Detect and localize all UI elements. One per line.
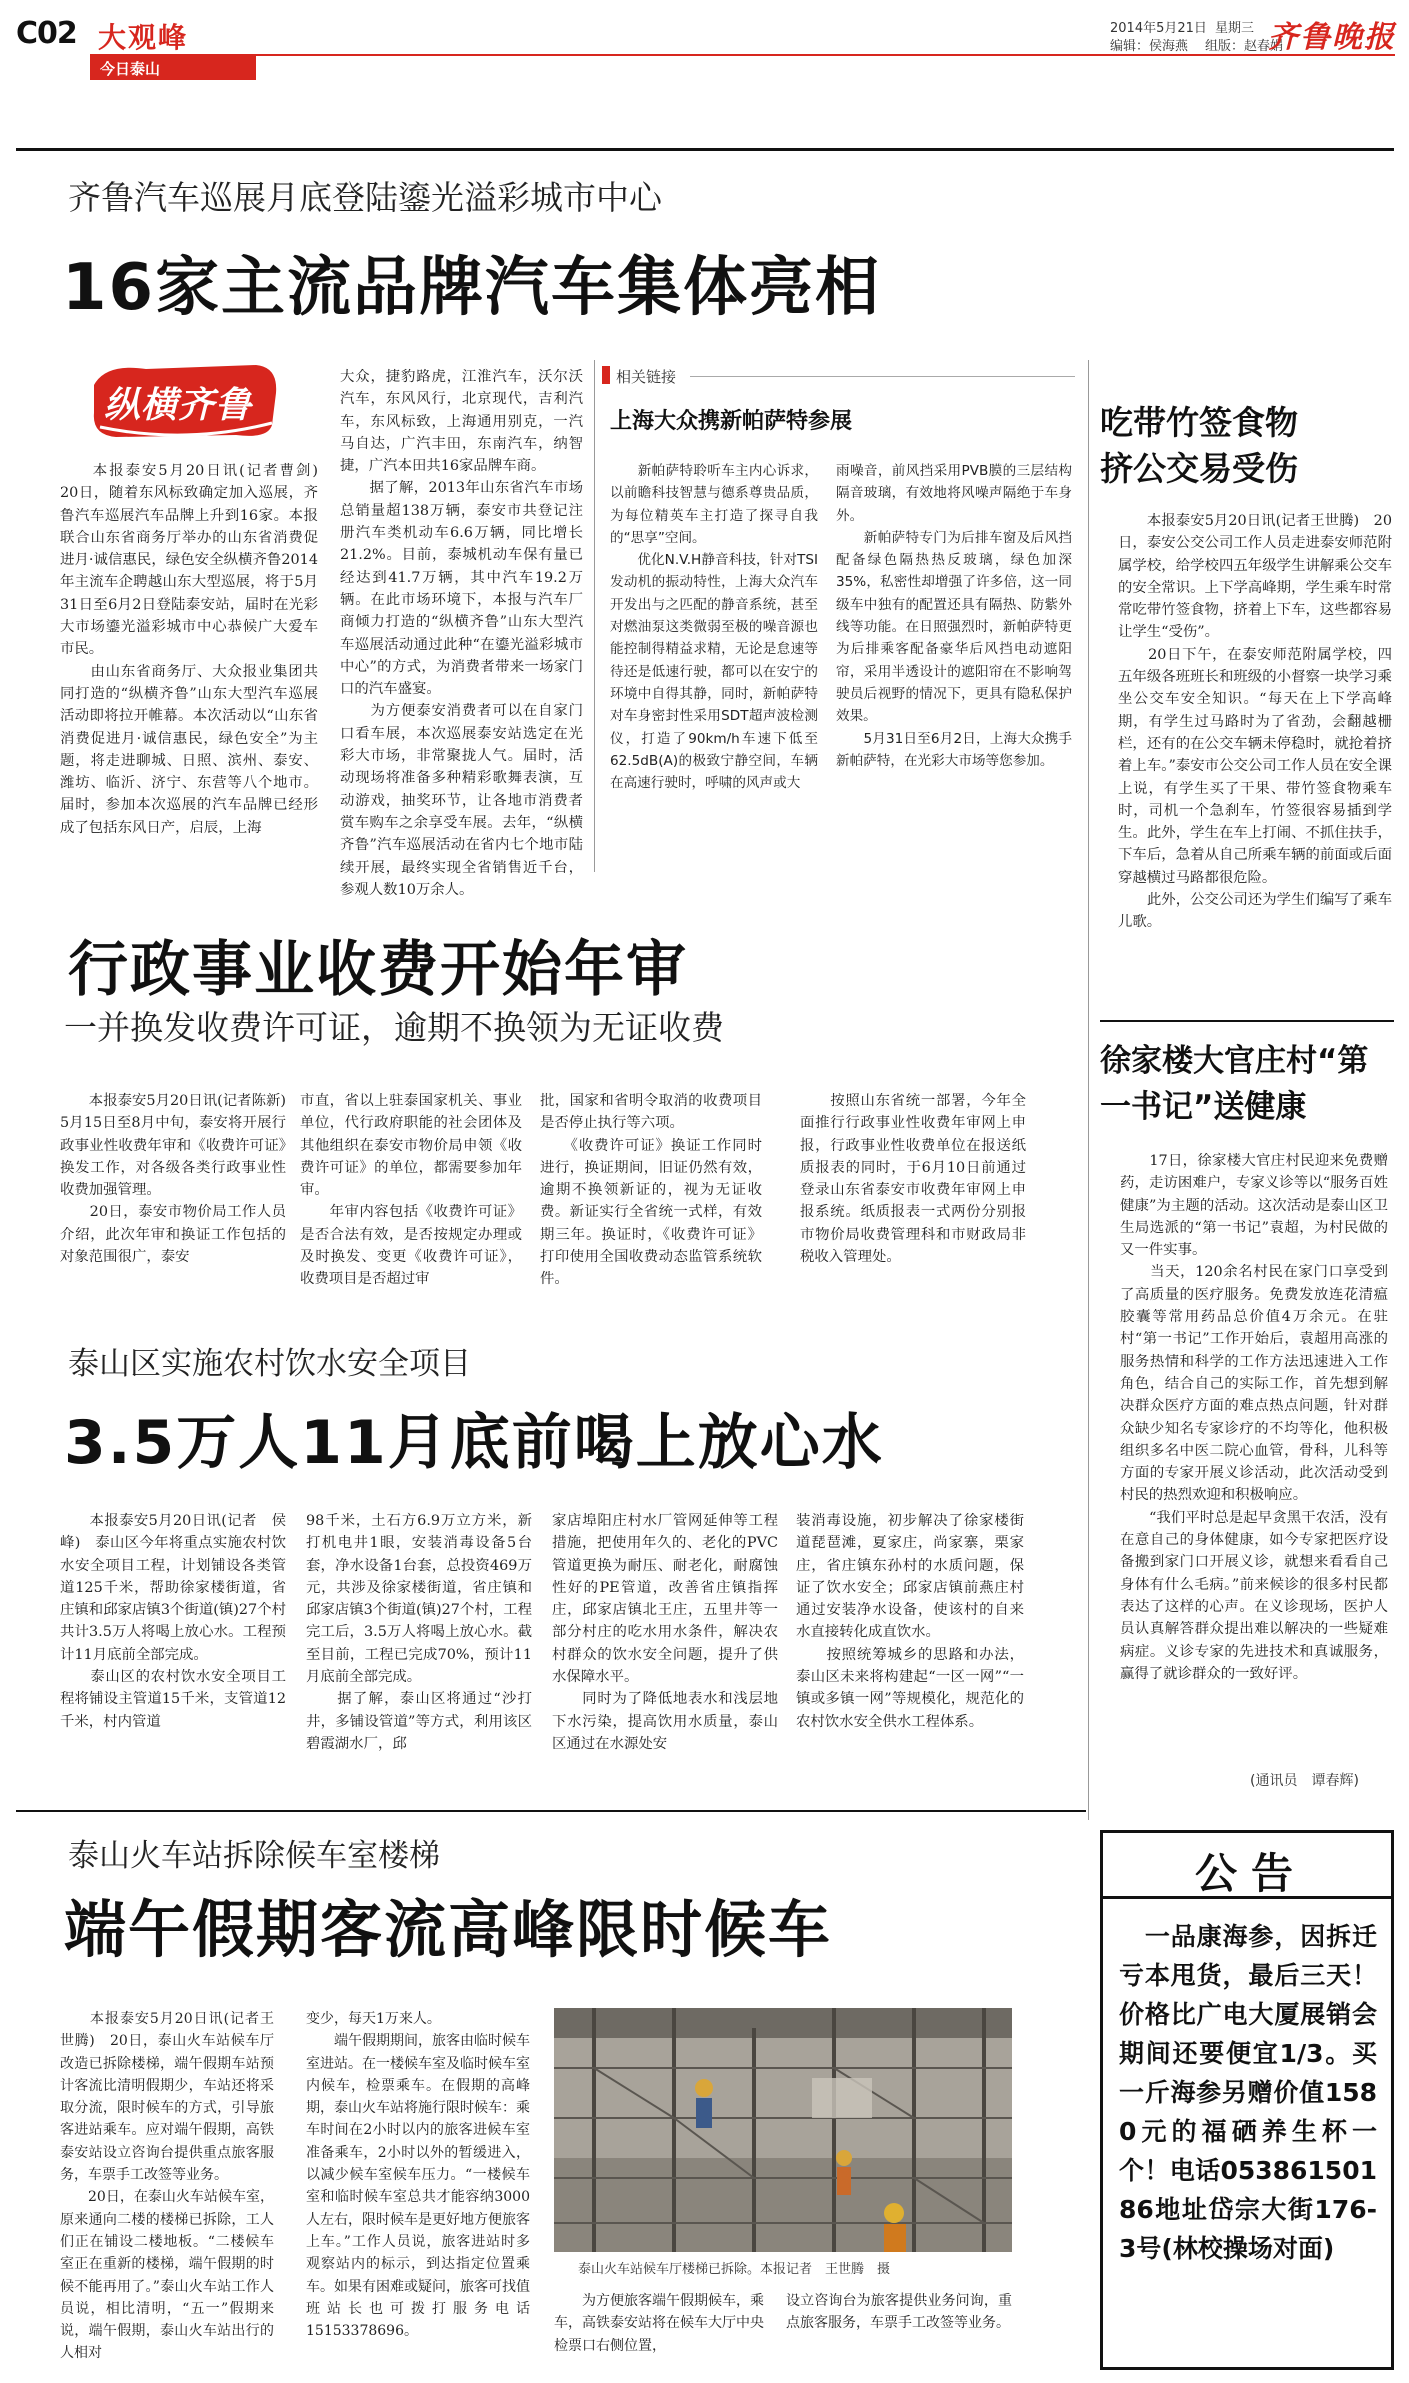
construction-scene-image (554, 2008, 1012, 2252)
article4-column-2: 变少，每天1万来人。 端午假期期间，旅客由临时候车室进站。在一楼候车室及临时候车室内候车，检票乘车。在假期的高峰期，泰山火车站将施行限时候车：乘车时间在2小时以内的旅客进候车室准备乘车，2小时以外的暂缓进入，以减少候车室候车压力。“一楼候车室和临时候车室总共才能容纳3000人左右，限时候车是更好地方便旅客上车。”工作人员说，旅客进站时多观察站内的标示，到达指定位置乘车。如果有困难或疑问，旅客可找值班站长也可拨打服务电话15153378696。 (306, 2011, 530, 2340)
article3-column-2: 98千米，土石方6.9万立方米，新打机电井1眼，安装消毒设备5台套，净水设备1台套，总投资469万元，共涉及徐家楼街道，省庄镇和邱家店镇3个街道(镇)27个村，工程完工后，3.5万人将喝上放心水。截至目前，工程已完成70%，预计11月底前全部完成。 据了解，泰山区将通过“沙打井，多铺设管道”等方式，利用该区碧霞湖水厂，邱 (306, 1513, 532, 1752)
header-top-rule (90, 54, 1395, 56)
station-photo (554, 2008, 1012, 2252)
article1-subtitle: 齐鲁汽车巡展月底登陆鎏光溢彩城市中心 (68, 178, 662, 217)
article2-column-2: 市直，省以上驻泰国家机关、事业单位，代行政府职能的社会团体及其他组织在泰安市物价局申领《收费许可证》的单位，都需要参加年审。 年审内容包括《收费许可证》是否合法有效，是否按规定办理或及时换发、变更《收费许可证》，收费项目是否超过审 (300, 1093, 522, 1288)
notice-box (1100, 1830, 1394, 2370)
article3-column-1: 本报泰安5月20日讯(记者 侯峰) 泰山区今年将重点实施农村饮水安全项目工程，计划铺设各类管道125千米，帮助徐家楼街道，省庄镇和邱家店镇3个街道(镇)27个村共计3.5万人将喝上放心水。工程预计11月底前全部完成。 泰山区的农村饮水安全项目工程将铺设主管道15千米，支管道12千米，村内管道 (60, 1513, 286, 1730)
related-link-tag: 相关链接 (616, 368, 677, 386)
logo-text: 纵横齐鲁 (104, 385, 253, 426)
article3-column-4: 装消毒设施，初步解决了徐家楼街道琵琶滩，夏家庄，尚家寨，栗家庄，省庄镇东孙村的水质问题，保证了饮水安全；邱家店镇前燕庄村通过安装净水设备，使该村的自来水直接转化成直饮水。 按照统筹城乡的思路和办法，泰山区未来将构建起“一区一网”“一镇或多镇一网”等规模化，规范化的农村饮水安全供水工程体系。 (796, 1513, 1024, 1730)
editor-credit: 编辑：侯海燕 (1110, 39, 1189, 54)
related-link-tag-marker (602, 366, 610, 384)
article4-subtitle: 泰山火车站拆除候车室楼梯 (68, 1838, 440, 1874)
article2-title: 行政事业收费开始年审 (68, 935, 688, 1005)
article3-subtitle: 泰山区实施农村饮水安全项目 (68, 1346, 471, 1382)
article2-column-1: 本报泰安5月20日讯(记者陈新) 5月15日至8月中旬，泰安将开展行政事业性收费年审和《收费许可证》换发工作，对各级各类行政事业性收费加强管理。 20日，泰安市物价局工作人员介绍，此次年审和换证工作包括的对象范围很广，泰安 (60, 1093, 286, 1266)
issue-date: 2014年5月21日 (1110, 21, 1207, 36)
notice-heading: 公告 (1195, 1849, 1308, 1898)
article4-column-4: 设立咨询台为旅客提供业务问询，重点旅客服务，车票手工改签等业务。 (786, 2293, 1012, 2332)
right-column-divider (1088, 360, 1089, 1820)
notice-body: 一品康海参，因拆迁亏本甩货，最后三天！价格比广电大厦展销会期间还要便宜1/3。买一斤海参另赠价值1580元的福硒养生杯一个！电话05386150186地址岱宗大街176-3号(林校操场对面) (1119, 1922, 1377, 2263)
photo-caption: 泰山火车站候车厅楼梯已拆除。本报记者 王世腾 摄 (578, 2262, 891, 2277)
article2-subtitle: 一并换发收费许可证，逾期不换领为无证收费 (64, 1008, 724, 1047)
article2-column-4: 按照山东省统一部署，今年全面推行行政事业性收费年审网上申报，行政事业性收费单位在报送纸质报表的同时，于6月10日前通过登录山东省泰安市收费年审网上申报系统。纸质报表一式两份分别报市物价局收费管理科和市财政局非税收入管理处。 (800, 1093, 1026, 1266)
article4-column-3: 为方便旅客端午假期候车，乘车，高铁泰安站将在候车大厅中央检票口右侧位置， (554, 2293, 764, 2354)
article3-column-3: 家店埠阳庄村水厂管网延伸等工程措施，把使用年久的、老化的PVC管道更换为耐压、耐老化，耐腐蚀性好的PE管道，改善省庄镇指挥庄，邱家店镇北王庄，五里井等一部分村庄的吃水用水条件，解决农村群众的饮水安全问题，提升了供水保障水平。 同时为了降低地表水和浅层地下水污染，提高饮用水质量，泰山区通过在水源处安 (552, 1513, 778, 1752)
zongheng-qilu-logo (86, 355, 286, 443)
article1-column-2: 大众，捷豹路虎，江淮汽车，沃尔沃汽车，东风风行，北京现代，吉利汽车，东风标致，上海通用别克，一汽马自达，广汽丰田，东南汽车，纳智捷，广汽本田共16家品牌车商。 据了解，2013年山东省汽车市场总销量超138万辆，泰安市共登记注册汽车类机动车6.6万辆，同比增长21.2%。目前，泰城机动车保有量已经达到41.7万辆，其中汽车19.2万辆。在此市场环境下，本报与汽车厂商倾力打造的“纵横齐鲁”山东大型汽车巡展活动通过此种“在鎏光溢彩城市中心”的方式，为消费者带来一场家门口的汽车盛宴。 为方便泰安消费者可以在自家门口看车展，本次巡展泰安站选定在光彩大市场，非常聚拢人气。届时，活动现场将准备多种精彩歌舞表演，互动游戏，抽奖环节，让各地市消费者赏车购车之余享受车展。去年，“纵横齐鲁”汽车巡展活动在省内七个地市陆续开展，最终实现全省销售近千台，参观人数10万余人。 (340, 369, 583, 898)
masthead-logo: 齐鲁晚报 (1268, 20, 1396, 55)
article1-column-1: 本报泰安5月20日讯(记者曹剑) 20日，随着东风标致确定加入巡展，齐鲁汽车巡展汽车品牌上升到16家。本报联合山东省商务厅举办的山东省消费促进月·诚信惠民，绿色安全纵横齐鲁2014年主流车企聘越山东大型巡展，将于5月31日至6月2日登陆泰安站，届时在光彩大市场鎏光溢彩城市中心恭候广大爱车市民。 由山东省商务厅、大众报业集团共同打造的“纵横齐鲁”山东大型汽车巡展活动即将拉开帷幕。本次活动以“山东省消费促进月·诚信惠民，绿色安全”为主题，将走进聊城、日照、滨州、泰安、潍坊、临沂、济宁、东营等八个地市。届时，参加本次巡展的汽车品牌已经形成了包括东风日产，启辰，上海 (60, 463, 318, 836)
page-code: C02 (16, 16, 77, 51)
issue-weekday: 星期三 (1215, 21, 1255, 36)
right2-credit: (通讯员 谭春辉) (1250, 1773, 1359, 1789)
article1-top-rule (16, 148, 1394, 151)
article4-title: 端午假期客流高峰限时候车 (64, 1893, 833, 1966)
article4-top-rule (16, 1810, 1086, 1812)
related-link-title: 上海大众携新帕萨特参展 (610, 409, 853, 434)
section-name: 大观峰 (98, 21, 189, 54)
layout-credit: 组版：赵春娟 (1205, 39, 1284, 54)
right1-bottom-rule (1100, 1020, 1394, 1022)
article1-title: 16家主流品牌汽车集体亮相 (62, 251, 882, 325)
right2-title: 徐家楼大官庄村“第一书记”送健康 (1100, 1043, 1369, 1125)
subsection-name: 今日泰山 (100, 60, 161, 78)
article2-column-3: 批，国家和省明令取消的收费项目是否停止执行等六项。 《收费许可证》换证工作同时进行，换证期间，旧证仍然有效，逾期不换领新证的，视为无证收费。新证实行全省统一式样，有效期三年。换证时，《收费许可证》打印使用全国收费动态监管系统软件。 (540, 1093, 762, 1288)
right1-title: 吃带竹签食物挤公交易受伤 (1100, 403, 1298, 488)
article3-title: 3.5万人11月底前喝上放心水 (64, 1408, 884, 1478)
right1-body: 本报泰安5月20日讯(记者王世腾) 20日，泰安公交公司工作人员走进泰安师范附属学校，给学校四五年级学生讲解乘公交车的安全常识。上下学高峰期，学生乘车时常常吃带竹签食物，挤着上下车，这些都容易让学生“受伤”。 20日下午，在泰安师范附属学校，四五年级各班班长和班级的小督察一块学习乘坐公交车安全知识。“每天在上下学高峰期，有学生过马路时为了省劲，会翻越栅栏，还有的在公交车辆未停稳时，就抢着挤着上车。”泰安市公交公司工作人员在安全课上说，有学生买了干果、带竹签食物乘车时，司机一个急刹车，竹签很容易插到学生。此外，学生在车上打闹、不抓住扶手，下车后，急着从自己所乘车辆的前面或后面穿越横过马路都很危险。 此外，公交公司还为学生们编写了乘车儿歌。 (1118, 513, 1392, 931)
article4-column-1: 本报泰安5月20日讯(记者王世腾) 20日，泰山火车站候车厅改造已拆除楼梯，端午假期车站预计客流比清明假期少，车站还将采取分流，限时候车的方式，引导旅客进站乘车。应对端午假期，高铁泰安站设立咨询台提供重点旅客服务，车票手工改签等业务。 20日，在泰山火车站候车室，原来通向二楼的楼梯已拆除，工人们正在铺设二楼地板。“二楼候车室正在重新的楼梯，端午假期的时候不能再用了。”泰山火车站工作人员说，相比清明，“五一”假期来说，端午假期，泰山火车站出行的人相对 (60, 2011, 274, 2362)
related-link-tag-rule (690, 376, 1075, 377)
related-link-column-2: 雨噪音，前风挡采用PVB膜的三层结构隔音玻璃，有效地将风噪声隔绝于车身外。 新帕萨特专门为后排车窗及后风挡配备绿色隔热热反玻璃，绿色加深35%，私密性却增强了许多倍，这一同级车中独有的配置还具有隔热、防紫外线等功能。在日照强烈时，新帕萨特更为后排乘客配备豪华后风挡电动遮阳帘，采用半透设计的遮阳帘在不影响驾驶员后视野的情况下，更具有隐私保护效果。 5月31日至6月2日，上海大众携手新帕萨特，在光彩大市场等您参加。 (836, 463, 1072, 769)
right2-body: 17日，徐家楼大官庄村民迎来免费赠药，走访困难户，专家义诊等以“服务百姓健康”为主题的活动。这次活动是泰山区卫生局选派的“第一书记”袁超，为村民做的又一件实事。 当天，120余名村民在家门口享受到了高质量的医疗服务。免费发放连花清瘟胶囊等常用药品总价值4万余元。在驻村“第一书记”工作开始后，袁超用高涨的服务热情和科学的工作方法迅速进入工作角色，结合自己的实际工作，首先想到解决群众医疗方面的难点热点问题，针对群众缺少知名专家诊疗的不均等化，他积极组织多名中医二院心血管，骨科，儿科等方面的专家开展义诊活动，此次活动受到村民的热烈欢迎和积极响应。 “我们平时总是起早贪黑干农活，没有在意自己的身体健康，如今专家把医疗设备搬到家门口开展义诊，就想来看看自己身体有什么毛病。”前来候诊的很多村民都表达了这样的心声。在义诊现场，医护人员认真解答群众提出难以解决的一些疑难病症。义诊专家的先进技术和真诚服务，赢得了就诊群众的一致好评。 (1120, 1153, 1388, 1682)
page-header (0, 0, 1409, 78)
related-link-column-1: 新帕萨特聆听车主内心诉求，以前瞻科技智慧与德系尊贵品质，为每位精英车主打造了探寻自我的“思享”空间。 优化N.V.H静音科技，针对TSI发动机的振动特性，上海大众汽车开发出与之匹配的静音系统，甚至对燃油泵这类微弱至极的噪音源也能控制得精益求精，无论是怠速等待还是低速行驶，都可以在安宁的环境中自得其静，同时，新帕萨特对车身密封性采用SDT超声波检测仪，打造了90km/h车速下低至62.5dB(A)的极致宁静空间，车辆在高速行驶时，呼啸的风声或大 (610, 463, 818, 792)
sidebar-divider (594, 360, 595, 872)
